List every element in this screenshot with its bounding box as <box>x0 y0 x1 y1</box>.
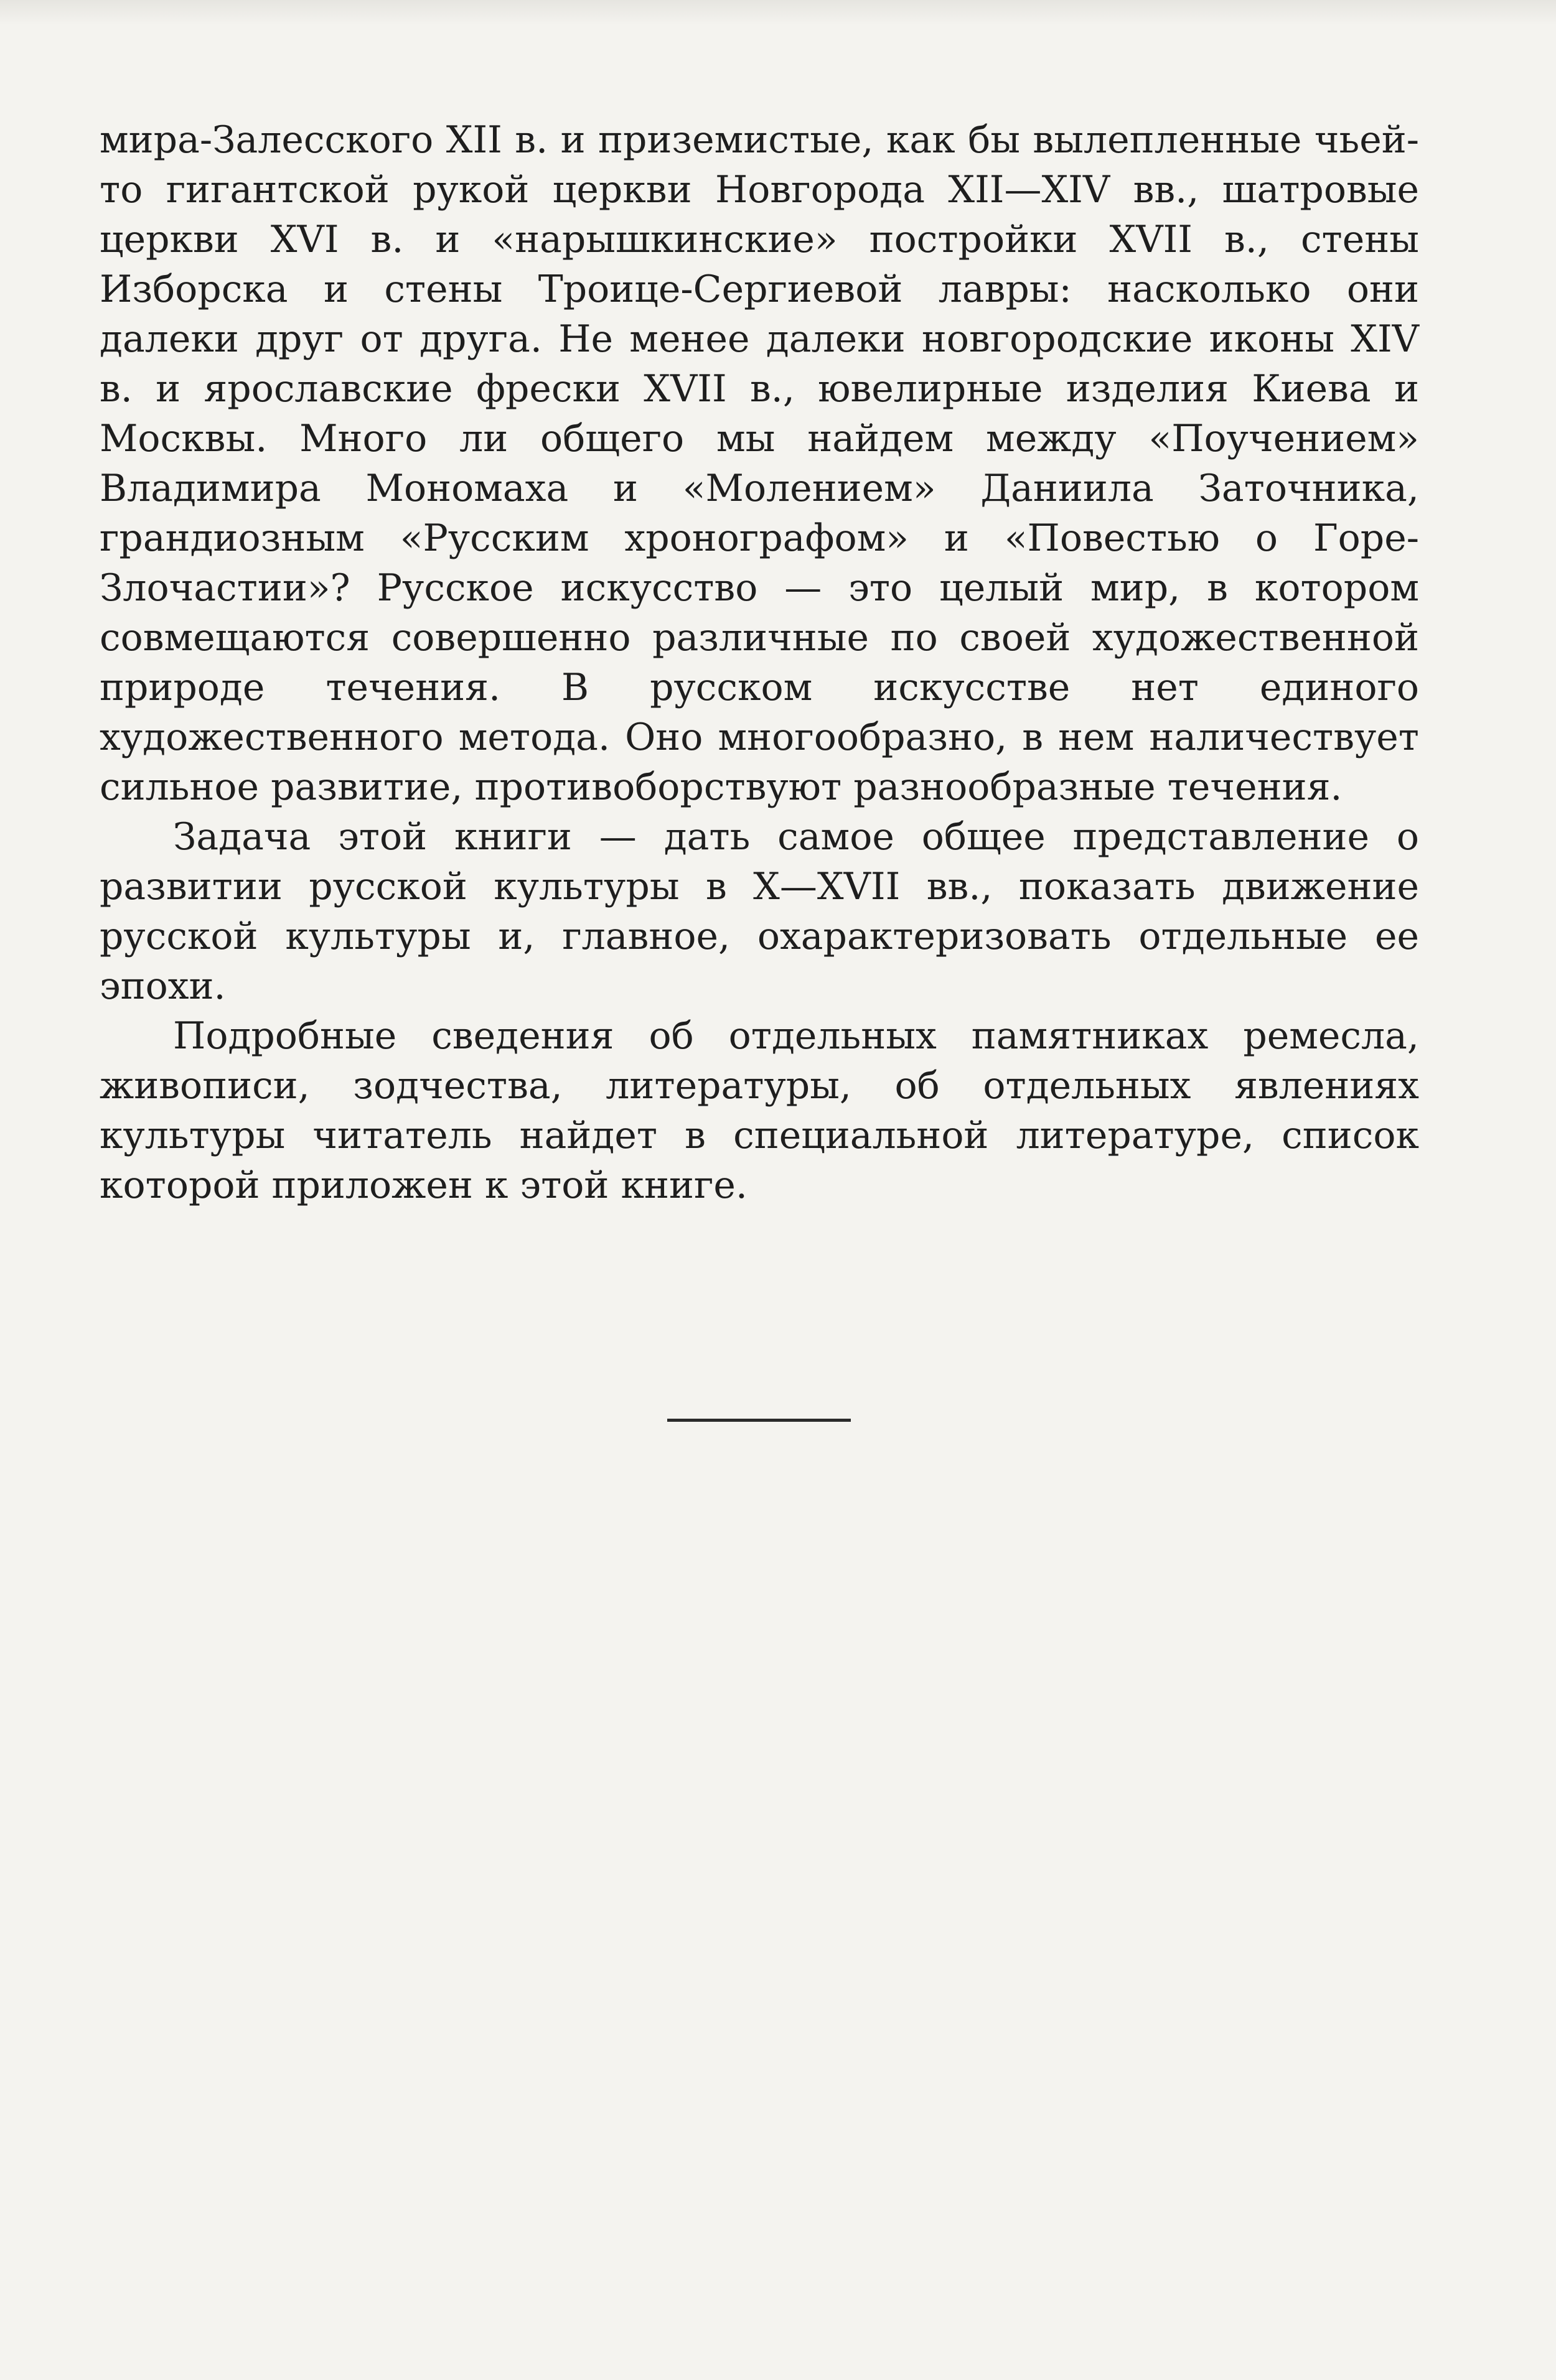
body-text <box>100 115 1419 1210</box>
paragraph-further-reading: Подробные сведения об отдельных памятниках ремесла, живописи, зодчества, литературы, об отдельных явлениях культуры читатель найдет в специальной литературе, список которой приложен к этой книге. <box>100 1014 1419 1207</box>
paragraph-continuation: мира-Залесского XII в. и приземистые, как бы вылепленные чьей-то гигантской рукой церкви Новгорода XII—XIV вв., шатровые церкви XVI в. и «нарышкинские» постройки XVII в., стены Изборска и стены Троице-Сергиевой лавры: насколько они далеки друг от друга. Не менее далеки новгородские иконы XIV в. и ярославские фрески XVII в., ювелирные изделия Киева и Москвы. Много ли общего мы найдем между «Поучением» Владимира Мономаха и «Молением» Даниила Заточника, грандиозным «Русским хронографом» и «Повестью о Горе-Злочастии»? Русское искусство — это целый мир, в котором совмещаются совершенно различные по своей художественной природе течения. В русском искусстве нет единого художественного метода. Оно многообразно, в нем наличествует сильное развитие, противоборствуют разнообразные течения. <box>100 118 1419 809</box>
page-top-shadow <box>0 0 1556 25</box>
section-end-rule <box>667 1419 851 1422</box>
paragraph-book-task: Задача этой книги — дать самое общее представление о развитии русской культуры в X—XVII вв., показать движение русской культуры и, главное, охарактеризовать отдельные ее эпохи. <box>100 815 1419 1008</box>
